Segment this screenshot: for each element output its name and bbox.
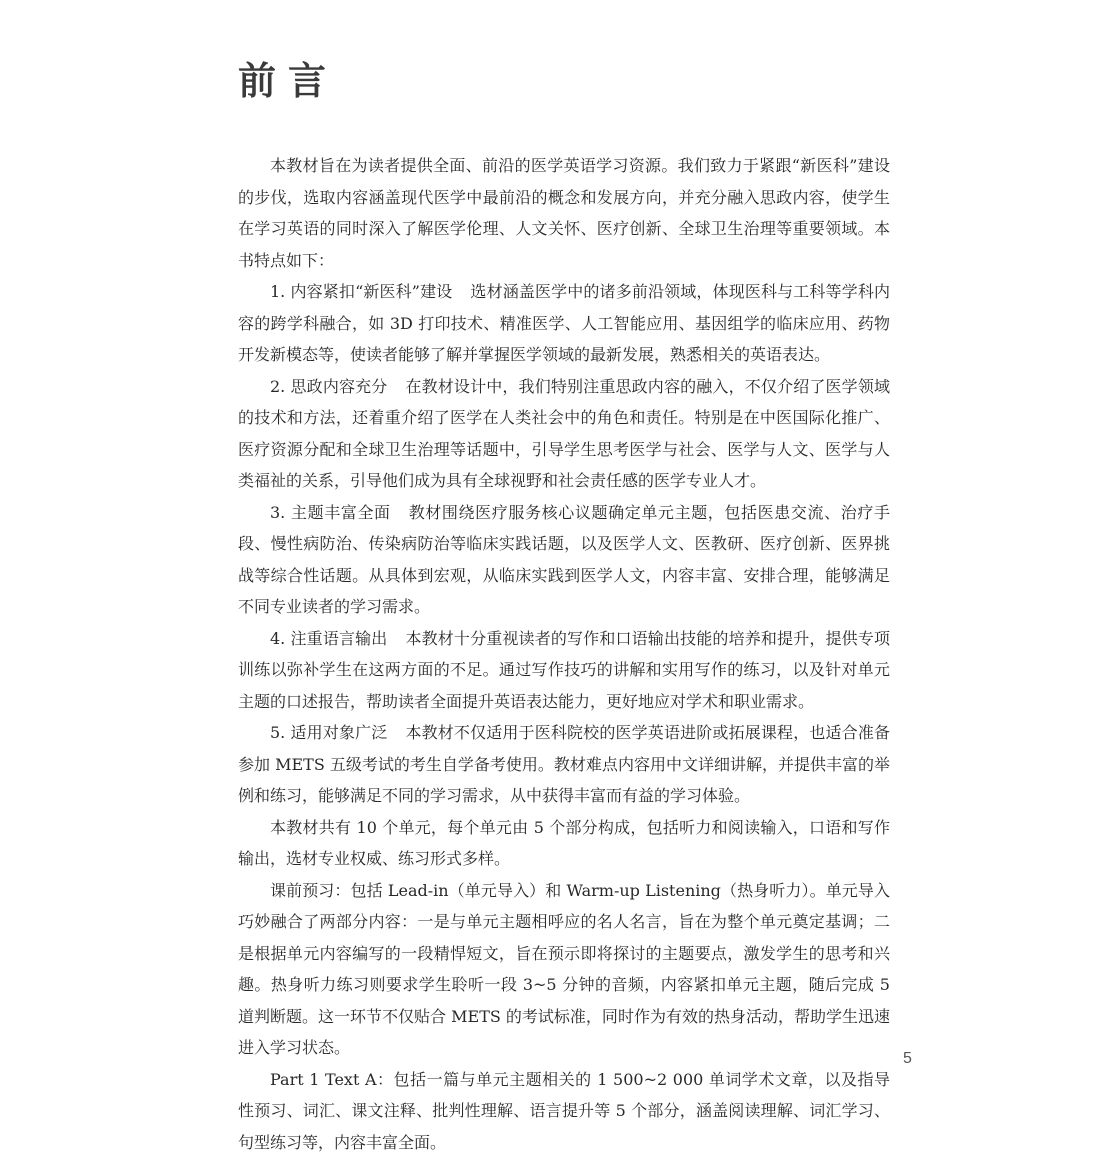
preface-body <box>238 150 890 1158</box>
feature-text-5: 本教材不仅适用于医科院校的医学英语进阶或拓展课程，也适合准备参加 METS 五级考试的考生自学备考使用。教材难点内容用中文详细讲解，并提供丰富的举例和练习，能够满足不同的学习需求，从中获得丰富而有益的学习体验。 <box>238 723 890 805</box>
feature-heading-1: 1. 内容紧扣“新医科”建设 <box>270 282 452 301</box>
preview-paragraph: 课前预习：包括 Lead-in（单元导入）和 Warm-up Listening（热身听力）。单元导入巧妙融合了两部分内容：一是与单元主题相呼应的名人名言，旨在为整个单元奠定基调；二是根据单元内容编写的一段精悍短文，旨在预示即将探讨的主题要点，激发学生的思考和兴趣。热身听力练习则要求学生聆听一段 3~5 分钟的音频，内容紧扣单元主题，随后完成 5 道判断题。这一环节不仅贴合 METS 的考试标准，同时作为有效的热身活动，帮助学生迅速进入学习状态。 <box>238 875 890 1064</box>
feature-heading-5: 5. 适用对象广泛 <box>270 723 387 742</box>
intro-paragraph: 本教材旨在为读者提供全面、前沿的医学英语学习资源。我们致力于紧跟“新医科”建设的步伐，选取内容涵盖现代医学中最前沿的概念和发展方向，并充分融入思政内容，使学生在学习英语的同时深入了解医学伦理、人文关怀、医疗创新、全球卫生治理等重要领域。本书特点如下： <box>238 150 890 276</box>
structure-paragraph: 本教材共有 10 个单元，每个单元由 5 个部分构成，包括听力和阅读输入，口语和写作输出，选材专业权威、练习形式多样。 <box>238 812 890 875</box>
feature-text-1: 选材涵盖医学中的诸多前沿领域，体现医科与工科等学科内容的跨学科融合，如 3D 打印技术、精准医学、人工智能应用、基因组学的临床应用、药物开发新模态等，使读者能够了解并掌握医学领域的最新发展，熟悉相关的英语表达。 <box>238 282 890 364</box>
feature-paragraph-3 <box>238 497 890 623</box>
feature-text-3: 教材围绕医疗服务核心议题确定单元主题，包括医患交流、治疗手段、慢性病防治、传染病防治等临床实践话题，以及医学人文、医教研、医疗创新、医界挑战等综合性话题。从具体到宏观，从临床实践到医学人文，内容丰富、安排合理，能够满足不同专业读者的学习需求。 <box>238 503 890 617</box>
page-number: 5 <box>903 1050 912 1068</box>
feature-text-2: 在教材设计中，我们特别注重思政内容的融入，不仅介绍了医学领域的技术和方法，还着重介绍了医学在人类社会中的角色和责任。特别是在中医国际化推广、医疗资源分配和全球卫生治理等话题中，引导学生思考医学与社会、医学与人文、医学与人类福祉的关系，引导他们成为具有全球视野和社会责任感的医学专业人才。 <box>238 377 890 491</box>
feature-paragraph-4 <box>238 623 890 718</box>
feature-heading-3: 3. 主题丰富全面 <box>270 503 391 522</box>
page-title: 前言 <box>238 62 338 100</box>
feature-paragraph-5 <box>238 717 890 812</box>
feature-paragraph-1 <box>238 276 890 371</box>
part1-paragraph: Part 1 Text A：包括一篇与单元主题相关的 1 500~2 000 单词学术文章，以及指导性预习、词汇、课文注释、批判性理解、语言提升等 5 个部分，涵盖阅读理解、词汇学习、句型练习等，内容丰富全面。 <box>238 1064 890 1158</box>
feature-text-4: 本教材十分重视读者的写作和口语输出技能的培养和提升，提供专项训练以弥补学生在这两方面的不足。通过写作技巧的讲解和实用写作的练习，以及针对单元主题的口述报告，帮助读者全面提升英语表达能力，更好地应对学术和职业需求。 <box>238 629 890 711</box>
feature-heading-4: 4. 注重语言输出 <box>270 629 387 648</box>
feature-heading-2: 2. 思政内容充分 <box>270 377 387 396</box>
feature-paragraph-2 <box>238 371 890 497</box>
